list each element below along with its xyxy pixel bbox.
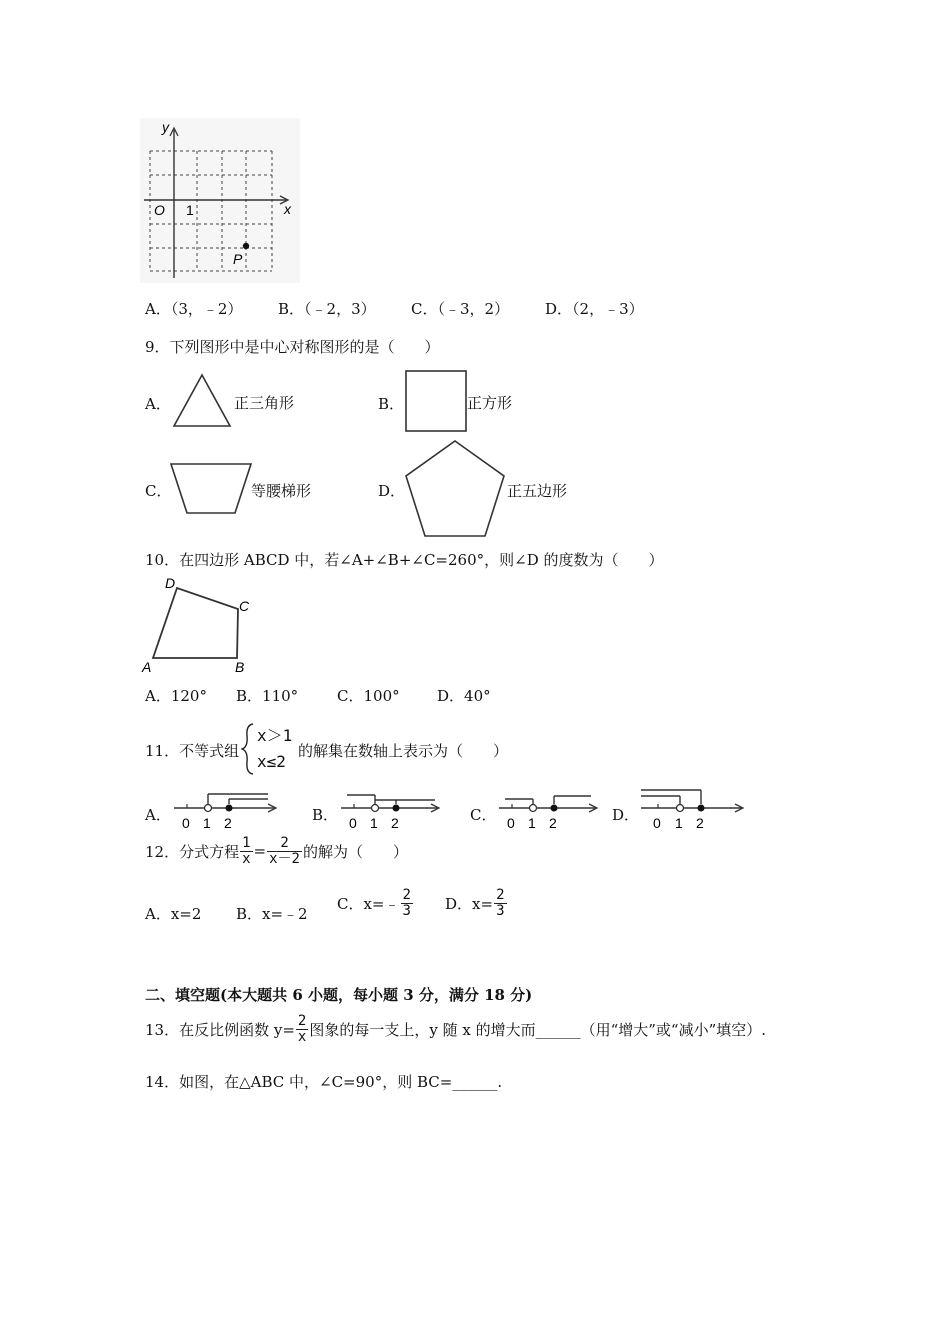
q13-line [145, 1014, 766, 1044]
q9-option-a-label: 正三角形 [234, 394, 295, 412]
triangle-icon [170, 372, 234, 430]
q12-option-c: C．x=﹣ $\frac{2}{3}$ [337, 887, 411, 919]
number-line-a [170, 790, 282, 832]
q10-question: 10．在四边形 ABCD 中，若∠A+∠B+∠C=260°，则∠D 的度数为（ ） [145, 551, 664, 569]
q8-option-d: D．（2，﹣3） [545, 300, 644, 318]
tick-1-label: 1 [186, 202, 194, 218]
left-brace-icon [241, 722, 255, 776]
square-icon [404, 369, 468, 433]
q8-option-c: C．（﹣3，2） [411, 300, 510, 318]
q10-option-d: D．40° [437, 687, 491, 705]
origin-label: O [154, 202, 165, 218]
q9-option-c-letter: C． [145, 482, 172, 500]
q13-fraction: $\frac{2}{x}$ [297, 1013, 307, 1045]
point-p-marker [243, 243, 249, 249]
tick-2-c: 2 [549, 815, 557, 831]
q9-option-d-label: 正五边形 [507, 482, 568, 500]
q9-option-b-label: 正方形 [467, 394, 513, 412]
q10-option-b: B．110° [236, 687, 299, 705]
q12-prefix: 12．分式方程 [145, 842, 240, 861]
quadrilateral-figure [140, 572, 260, 676]
q12-equals: = [253, 842, 267, 861]
q12-option-b: B．x=﹣2 [236, 905, 308, 923]
section-2-heading: 二、填空题(本大题共 6 小题，每小题 3 分，满分 18 分) [145, 986, 533, 1004]
tick-0-b: 0 [349, 815, 357, 831]
q9-option-a-letter: A． [145, 395, 171, 413]
tick-2-d: 2 [696, 815, 704, 831]
tick-1-c: 1 [528, 815, 536, 831]
tick-0-d: 0 [653, 815, 661, 831]
vertex-d-label: D [165, 575, 176, 591]
q12-line [145, 836, 408, 866]
q8-option-b: B．（﹣2，3） [278, 300, 376, 318]
q9-option-c-label: 等腰梯形 [251, 482, 312, 500]
tick-1-a: 1 [203, 815, 211, 831]
q13-prefix: 13．在反比例函数 y= [145, 1020, 295, 1039]
q9-option-d-letter: D． [378, 482, 406, 500]
q13-suffix: 图象的每一支上，y 随 x 的增大而______（用“增大”或“减小”填空）. [309, 1020, 767, 1039]
q11-option-d-letter: D． [612, 806, 640, 824]
vertex-c-label: C [239, 598, 250, 614]
tick-0-a: 0 [182, 815, 190, 831]
number-line-b [337, 790, 449, 832]
pentagon-icon [402, 438, 508, 540]
q11-suffix: 的解集在数轴上表示为（ ） [298, 742, 509, 760]
q11-condition-1: x＞1 [257, 726, 293, 745]
q11-option-a-letter: A． [145, 806, 171, 824]
tick-1-d: 1 [675, 815, 683, 831]
x-axis-label: x [284, 201, 291, 217]
q12-rhs-fraction: $\frac{2}{x-2}$ [269, 835, 300, 867]
q12-option-c-fraction: $\frac{2}{3}$ [402, 887, 411, 919]
y-axis-label: y [162, 119, 169, 135]
q12-suffix: 的解为（ ） [302, 842, 408, 861]
coordinate-grid-figure [140, 118, 300, 283]
q11-condition-2: x≤2 [257, 752, 286, 771]
q14-question: 14．如图，在△ABC 中，∠C=90°，则 BC=______. [145, 1073, 503, 1091]
q10-option-a: A．120° [145, 687, 207, 705]
q11-prefix: 11．不等式组 [145, 742, 240, 760]
tick-1-b: 1 [370, 815, 378, 831]
number-line-c [495, 790, 607, 832]
q12-option-d-fraction: $\frac{2}{3}$ [496, 887, 505, 919]
vertex-a-label: A [142, 659, 152, 675]
vertex-b-label: B [235, 659, 245, 675]
trapezoid-icon [168, 461, 254, 517]
q10-option-c: C．100° [337, 687, 400, 705]
tick-2-a: 2 [224, 815, 232, 831]
q12-option-d: D．x= $\frac{2}{3}$ [445, 887, 505, 919]
q11-option-b-letter: B． [312, 806, 339, 824]
tick-2-b: 2 [391, 815, 399, 831]
q12-lhs-fraction: $\frac{1}{x}$ [242, 835, 251, 867]
number-line-d [637, 786, 753, 832]
q11-option-c-letter: C． [470, 806, 497, 824]
q9-question: 9．下列图形中是中心对称图形的是（ ） [145, 338, 440, 356]
point-p-label: P [233, 251, 243, 267]
q9-option-b-letter: B． [378, 395, 405, 413]
tick-0-c: 0 [507, 815, 515, 831]
q8-option-a: A．（3，﹣2） [145, 300, 243, 318]
q12-option-a: A．x=2 [145, 905, 202, 923]
